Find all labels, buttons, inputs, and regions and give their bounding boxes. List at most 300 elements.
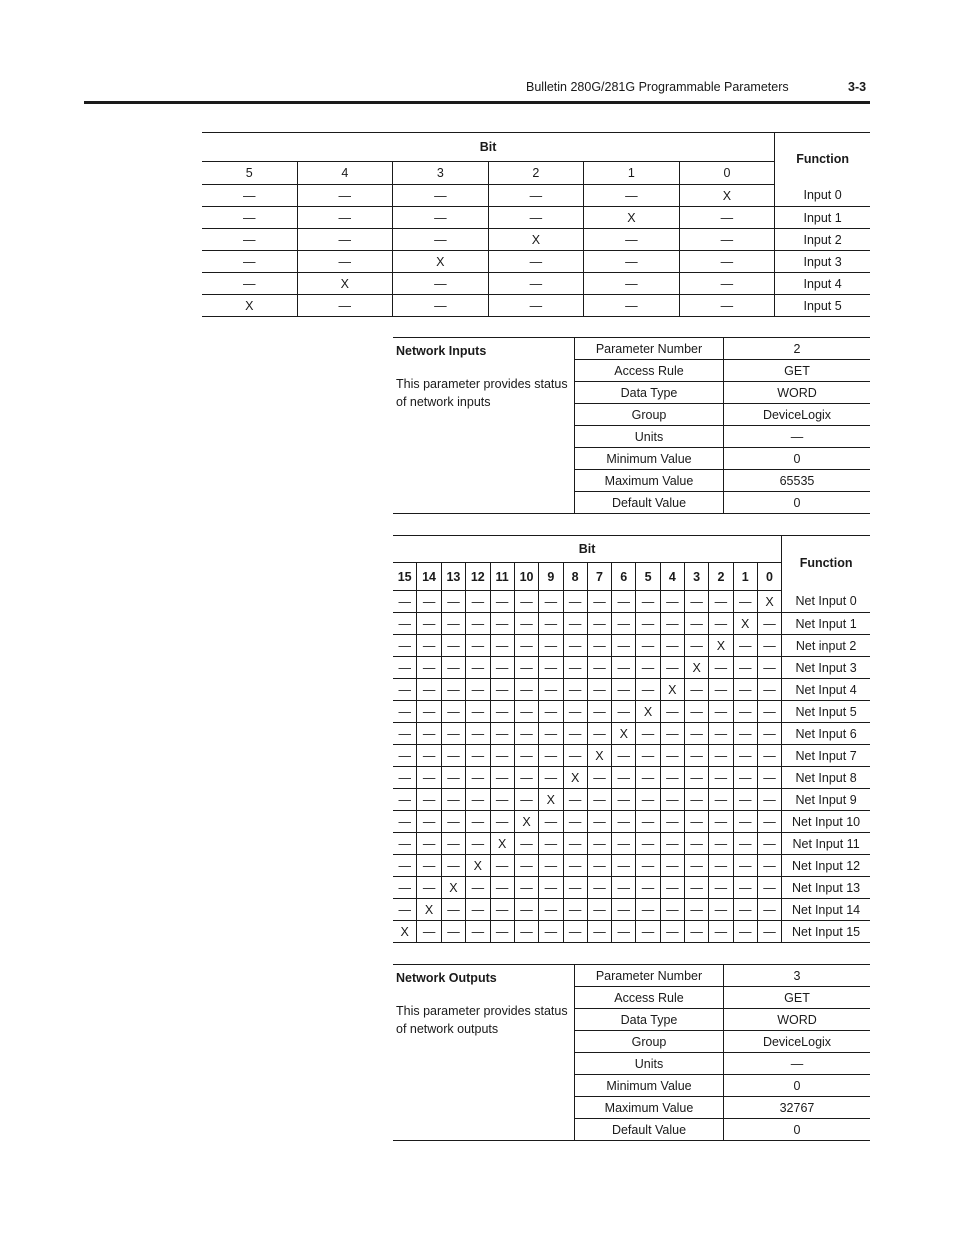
bit-cell: — [660,745,684,767]
bit-cell: — [417,833,441,855]
bit-cell: — [612,679,636,701]
attribute-value: GET [724,987,871,1009]
bit-cell: X [733,613,757,635]
bit-cell: — [587,657,611,679]
bit-cell: — [514,723,538,745]
bit-cell: — [733,767,757,789]
bit-header: Bit [393,536,782,563]
bit-cell: — [563,877,587,899]
bit-cell: — [297,207,393,229]
bit-cell: — [393,229,489,251]
bit-cell: — [587,921,611,943]
attribute-label: Access Rule [575,360,724,382]
bit-cell: — [563,723,587,745]
bit-cell: — [441,701,465,723]
bit-cell: — [684,833,708,855]
bit-cell: — [488,251,584,273]
parameter-description: This parameter provides status of network outputs [396,1004,568,1036]
bit-cell: — [733,745,757,767]
bit-cell: — [679,207,775,229]
bit-cell: — [441,723,465,745]
bit-cell: — [539,811,563,833]
bit-cell: — [612,855,636,877]
bit-cell: — [488,273,584,295]
function-cell: Net Input 11 [782,833,870,855]
bit-cell: — [417,767,441,789]
bit-cell: — [539,767,563,789]
function-cell: Net Input 7 [782,745,870,767]
bit-cell: — [563,899,587,921]
bit-cell: — [709,679,733,701]
bit-cell: — [684,811,708,833]
bit-cell: — [709,833,733,855]
function-cell: Input 3 [775,251,870,273]
bit-number-4: 4 [660,563,684,591]
bit-cell: — [584,229,680,251]
bit-cell: — [514,899,538,921]
table-row [202,251,870,273]
bit-cell: — [466,657,490,679]
bit-cell: — [584,273,680,295]
attribute-label: Parameter Number [575,965,724,987]
function-cell: Net Input 13 [782,877,870,899]
bit-cell: — [539,679,563,701]
bit-cell: — [660,855,684,877]
table-row [393,701,870,723]
bit-number-8: 8 [563,563,587,591]
attribute-value: — [724,1053,871,1075]
attribute-value: GET [724,360,871,382]
bit-cell: — [587,723,611,745]
bit-cell: X [490,833,514,855]
bit-cell: — [563,635,587,657]
bit-cell: — [441,635,465,657]
bit-cell: — [393,657,417,679]
function-cell: Net input 2 [782,635,870,657]
bit-cell: — [490,789,514,811]
bit-cell: — [466,877,490,899]
bit-cell: X [441,877,465,899]
bit-cell: — [490,877,514,899]
bit-number-11: 11 [490,563,514,591]
bit-cell: — [393,855,417,877]
bit-cell: — [612,745,636,767]
bit-cell: — [393,877,417,899]
bit-number-2: 2 [709,563,733,591]
bit-cell: X [684,657,708,679]
function-cell: Net Input 15 [782,921,870,943]
bit-cell: — [757,635,781,657]
bit-cell: — [684,767,708,789]
attribute-value: 32767 [724,1097,871,1119]
bit-cell: — [563,679,587,701]
input-bit-table [202,132,870,317]
bit-cell: — [660,723,684,745]
bit-cell: — [733,635,757,657]
attribute-value: 2 [724,338,871,360]
table-row [202,295,870,317]
bit-cell: — [539,591,563,613]
bit-cell: — [660,635,684,657]
bit-cell: — [539,899,563,921]
bit-cell: — [466,811,490,833]
bit-cell: — [297,295,393,317]
bit-cell: — [679,229,775,251]
bit-cell: — [539,613,563,635]
table-row [393,877,870,899]
bit-cell: — [679,273,775,295]
bit-cell: — [297,229,393,251]
bit-number-1: 1 [733,563,757,591]
bit-cell: X [539,789,563,811]
table-row [393,811,870,833]
bit-cell: — [587,635,611,657]
attribute-value: — [724,426,871,448]
bit-cell: — [417,591,441,613]
bit-cell: — [636,899,660,921]
bit-cell: — [466,745,490,767]
attribute-value: 0 [724,1075,871,1097]
bit-cell: — [684,613,708,635]
bit-cell: — [563,921,587,943]
bit-cell: — [563,855,587,877]
bit-cell: — [660,591,684,613]
parameter-description-cell [393,965,575,1141]
attribute-label: Data Type [575,1009,724,1031]
bit-cell: — [393,679,417,701]
bit-cell: — [587,767,611,789]
bit-cell: — [441,745,465,767]
bit-cell: — [297,251,393,273]
bit-cell: — [539,723,563,745]
bit-cell: — [660,899,684,921]
bit-cell: — [441,591,465,613]
bit-cell: — [539,657,563,679]
bit-cell: — [417,811,441,833]
bit-cell: — [709,657,733,679]
parameter-description-cell [393,338,575,514]
bit-cell: — [441,899,465,921]
bit-cell: — [612,877,636,899]
bit-cell: — [612,613,636,635]
bit-cell: — [757,789,781,811]
bit-cell: X [417,899,441,921]
attribute-label: Parameter Number [575,338,724,360]
bit-cell: — [587,855,611,877]
bit-cell: — [202,207,297,229]
bit-cell: — [612,899,636,921]
function-header: Function [775,133,870,185]
bit-cell: — [490,657,514,679]
bit-cell: — [417,657,441,679]
bit-cell: X [636,701,660,723]
bit-cell: — [587,789,611,811]
bit-cell: — [587,591,611,613]
bit-cell: — [612,921,636,943]
bit-cell: — [709,745,733,767]
bit-number-1: 1 [584,162,680,185]
table-row [393,657,870,679]
bit-cell: — [660,613,684,635]
function-cell: Net Input 10 [782,811,870,833]
attribute-label: Maximum Value [575,1097,724,1119]
bit-cell: — [679,295,775,317]
attribute-value: 0 [724,1119,871,1141]
bit-cell: — [393,745,417,767]
table-row [393,855,870,877]
bit-cell: — [709,855,733,877]
bit-cell: — [488,207,584,229]
bit-cell: — [563,591,587,613]
bit-cell: — [660,833,684,855]
bit-cell: — [417,877,441,899]
attribute-label: Group [575,1031,724,1053]
bit-cell: — [514,789,538,811]
table-row [393,789,870,811]
attribute-value: 0 [724,492,871,514]
attribute-value: WORD [724,1009,871,1031]
bit-cell: — [466,613,490,635]
bit-cell: — [733,899,757,921]
bit-cell: — [636,921,660,943]
attribute-value: 3 [724,965,871,987]
bit-cell: — [636,591,660,613]
bit-cell: — [393,635,417,657]
bit-cell: — [709,921,733,943]
table-row [202,229,870,251]
bit-cell: — [733,591,757,613]
bit-cell: — [733,679,757,701]
bit-cell: — [612,789,636,811]
bit-cell: — [584,295,680,317]
bit-cell: — [684,723,708,745]
function-cell: Net Input 4 [782,679,870,701]
bit-cell: — [563,745,587,767]
bit-cell: — [757,657,781,679]
bit-cell: — [612,701,636,723]
bit-cell: — [733,921,757,943]
bit-cell: — [612,657,636,679]
bit-cell: — [514,833,538,855]
bit-cell: — [539,701,563,723]
bit-cell: — [587,679,611,701]
bit-cell: — [466,591,490,613]
bit-cell: X [466,855,490,877]
table-row [393,921,870,943]
bit-cell: — [587,701,611,723]
bit-number-10: 10 [514,563,538,591]
attribute-label: Default Value [575,492,724,514]
running-header-title: Bulletin 280G/281G Programmable Parameters [526,80,789,94]
bit-cell: — [466,921,490,943]
function-cell: Input 5 [775,295,870,317]
bit-cell: — [393,701,417,723]
attribute-label: Minimum Value [575,448,724,470]
bit-cell: — [514,635,538,657]
bit-cell: — [514,701,538,723]
bit-cell: — [393,811,417,833]
bit-cell: — [393,273,489,295]
bit-cell: — [757,811,781,833]
bit-cell: — [636,745,660,767]
bit-cell: — [684,877,708,899]
bit-cell: — [563,701,587,723]
bit-number-0: 0 [757,563,781,591]
function-cell: Net Input 5 [782,701,870,723]
bit-cell: — [733,723,757,745]
bit-cell: — [441,613,465,635]
bit-cell: — [612,591,636,613]
bit-cell: — [636,877,660,899]
bit-cell: — [417,701,441,723]
bit-number-5: 5 [636,563,660,591]
bit-cell: — [514,679,538,701]
bit-number-6: 6 [612,563,636,591]
bit-cell: — [636,767,660,789]
attribute-label: Units [575,426,724,448]
bit-cell: — [587,899,611,921]
bit-number-15: 15 [393,563,417,591]
bit-cell: X [757,591,781,613]
bit-cell: — [466,899,490,921]
bit-cell: — [563,811,587,833]
bit-cell: — [417,921,441,943]
bit-cell: — [709,811,733,833]
bit-number-2: 2 [488,162,584,185]
bit-cell: — [684,591,708,613]
bit-cell: — [733,789,757,811]
bit-cell: — [441,789,465,811]
bit-cell: — [757,921,781,943]
bit-cell: X [393,251,489,273]
bit-cell: — [393,613,417,635]
bit-cell: — [584,185,680,207]
bit-cell: — [563,657,587,679]
function-cell: Input 0 [775,185,870,207]
bit-cell: — [488,185,584,207]
bit-cell: — [393,833,417,855]
bit-cell: — [393,899,417,921]
bit-cell: X [245,298,254,313]
function-cell: Input 2 [775,229,870,251]
function-cell: Net Input 0 [782,591,870,613]
attribute-label: Minimum Value [575,1075,724,1097]
network-inputs-parameter [393,337,870,514]
bit-cell: — [514,767,538,789]
parameter-description: This parameter provides status of network inputs [396,377,568,409]
bit-cell: X [514,811,538,833]
bit-cell: — [733,811,757,833]
table-row [393,635,870,657]
bit-cell: — [539,855,563,877]
bit-number-4: 4 [297,162,393,185]
bit-number-9: 9 [539,563,563,591]
bit-cell: — [490,613,514,635]
bit-cell: — [417,679,441,701]
bit-cell: — [490,635,514,657]
bit-cell: — [490,723,514,745]
bit-cell: — [441,811,465,833]
attribute-value: WORD [724,382,871,404]
bit-cell: X [584,207,680,229]
bit-cell: — [660,701,684,723]
bit-cell: — [587,811,611,833]
function-cell: Net Input 12 [782,855,870,877]
function-cell: Net Input 8 [782,767,870,789]
bit-cell: — [393,185,489,207]
bit-cell: — [684,789,708,811]
bit-cell: — [709,789,733,811]
bit-cell: — [393,789,417,811]
function-cell: Net Input 3 [782,657,870,679]
bit-cell: — [202,251,297,273]
bit-cell: — [202,273,297,295]
bit-cell: — [684,921,708,943]
bit-cell: — [563,789,587,811]
page-number: 3-3 [848,80,867,94]
bit-cell: — [733,657,757,679]
bit-cell: — [393,767,417,789]
bit-cell: — [660,789,684,811]
bit-cell: X [587,745,611,767]
attribute-label: Access Rule [575,987,724,1009]
bit-cell: X [400,924,409,939]
bit-cell: X [297,273,393,295]
bit-cell: — [612,833,636,855]
bit-cell: X [679,185,775,207]
bit-cell: — [636,613,660,635]
bit-cell: — [466,723,490,745]
attribute-value: 65535 [724,470,871,492]
function-cell: Input 1 [775,207,870,229]
bit-cell: — [441,921,465,943]
attribute-value: DeviceLogix [724,404,871,426]
table-row [202,273,870,295]
attribute-label: Units [575,1053,724,1075]
bit-cell: — [612,635,636,657]
bit-cell: X [488,229,584,251]
bit-cell: — [660,877,684,899]
bit-cell: — [757,723,781,745]
bit-cell: — [393,207,489,229]
bit-cell: — [539,921,563,943]
bit-cell: — [417,723,441,745]
bit-cell: — [679,251,775,273]
bit-cell: — [660,921,684,943]
bit-cell: — [490,921,514,943]
bit-cell: — [733,877,757,899]
bit-cell: — [757,877,781,899]
bit-number-13: 13 [441,563,465,591]
bit-cell: — [441,657,465,679]
bit-cell: — [709,613,733,635]
bit-cell: — [202,185,297,207]
bit-cell: — [757,679,781,701]
attribute-label: Maximum Value [575,470,724,492]
bit-cell: — [563,833,587,855]
function-cell: Net Input 6 [782,723,870,745]
table-row [393,723,870,745]
bit-cell: — [584,251,680,273]
bit-cell: — [636,635,660,657]
bit-cell: — [709,899,733,921]
bit-cell: — [757,613,781,635]
bit-cell: — [514,613,538,635]
table-row [393,745,870,767]
bit-cell: X [563,767,587,789]
bit-cell: — [539,833,563,855]
bit-cell: — [490,899,514,921]
